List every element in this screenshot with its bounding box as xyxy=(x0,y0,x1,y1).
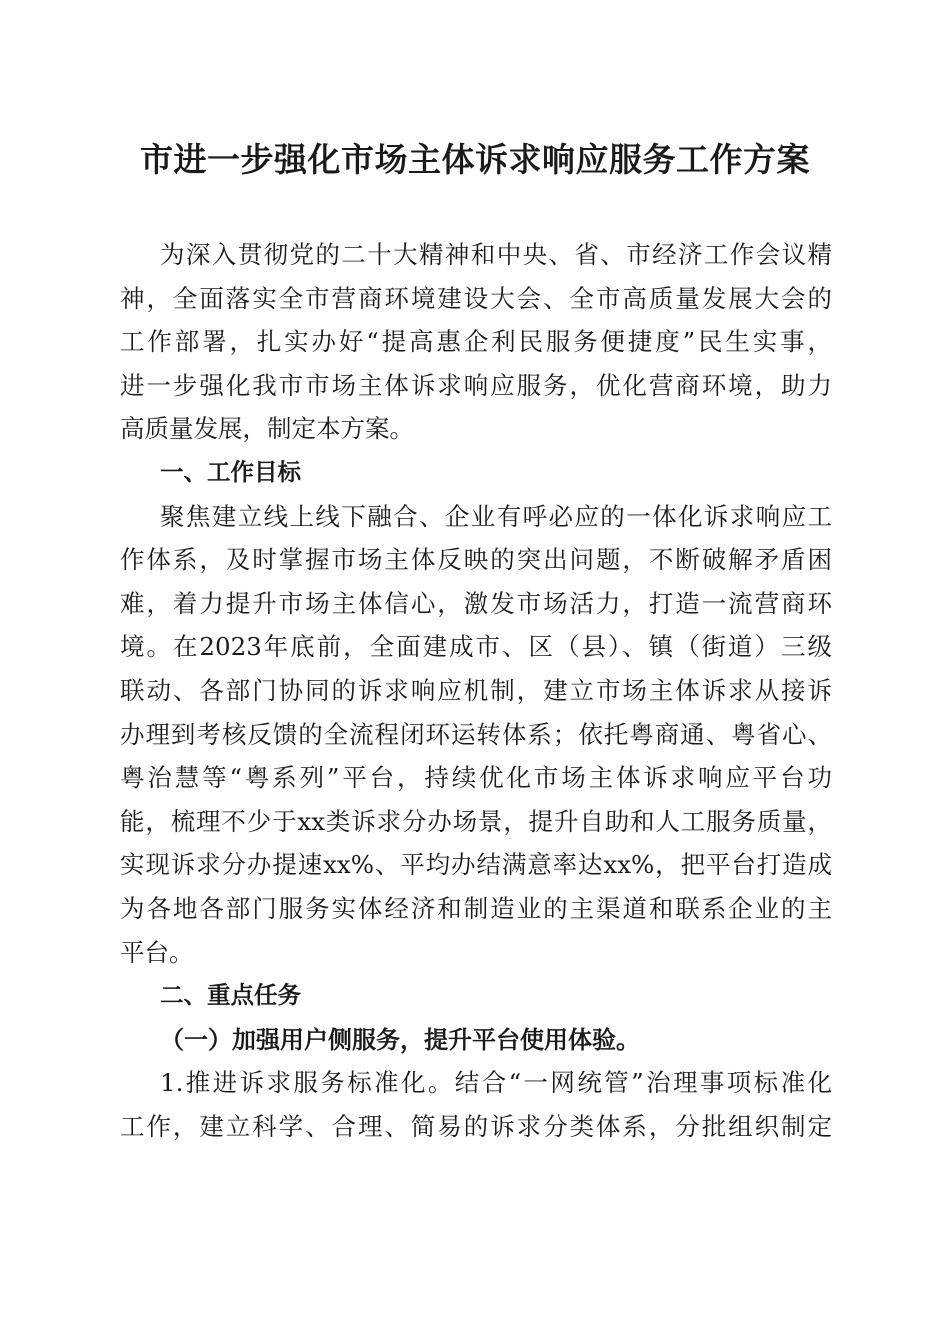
section-heading-goals: 一、工作目标 xyxy=(160,457,301,486)
paragraph-line: 聚焦建立线上线下融合、企业有呼必应的一体化诉求响应工 xyxy=(160,501,832,531)
paragraph-line: 联动、各部门协同的诉求响应机制，建立市场主体诉求从接诉 xyxy=(120,675,832,705)
paragraph-line: 工作，建立科学、合理、简易的诉求分类体系，分批组织制定 xyxy=(120,1111,832,1141)
paragraph-line: 为深入贯彻党的二十大精神和中央、省、市经济工作会议精 xyxy=(160,240,832,269)
paragraph-line: 平台。 xyxy=(120,937,194,967)
section-heading-tasks: 二、重点任务 xyxy=(160,981,301,1010)
document-body xyxy=(120,233,832,1148)
paragraph-line: 实现诉求分办提速xx%、平均办结满意率达xx%，把平台打造成 xyxy=(120,850,832,880)
item-paragraph xyxy=(120,1061,832,1148)
paragraph-line: 能，梳理不少于xx类诉求分办场景，提升自助和人工服务质量， xyxy=(120,806,832,836)
paragraph-line: 进一步强化我市市场主体诉求响应服务，优化营商环境，助力 xyxy=(120,370,832,400)
paragraph-line: 神，全面落实全市营商环境建设大会、全市高质量发展大会的 xyxy=(120,283,832,313)
paragraph-line: 作体系，及时掌握市场主体反映的突出问题，不断破解矛盾困 xyxy=(120,545,832,575)
paragraph-line: 办理到考核反馈的全流程闭环运转体系；依托粤商通、粤省心、 xyxy=(120,719,832,749)
paragraph-line: 1.推进诉求服务标准化。结合“一网统管”治理事项标准化 xyxy=(160,1068,832,1098)
document-title: 市进一步强化市场主体诉求响应服务工作方案 xyxy=(140,140,810,179)
paragraph-line: 为各地各部门服务实体经济和制造业的主渠道和联系企业的主 xyxy=(120,893,832,923)
paragraph-line: 难，着力提升市场主体信心，激发市场活力，打造一流营商环 xyxy=(120,588,832,618)
paragraph-line: 境。在2023年底前，全面建成市、区（县）、镇（街道）三级 xyxy=(120,632,832,662)
intro-paragraph xyxy=(120,233,832,451)
paragraph-line: 工作部署，扎实办好“提高惠企利民服务便捷度”民生实事， xyxy=(120,327,832,357)
paragraph-line: 粤治慧等“粤系列”平台，持续优化市场主体诉求响应平台功 xyxy=(120,763,832,793)
paragraph-line: 高质量发展，制定本方案。 xyxy=(120,414,414,444)
goals-paragraph xyxy=(120,495,832,975)
subsection-heading: （一）加强用户侧服务，提升平台使用体验。 xyxy=(160,1024,640,1054)
